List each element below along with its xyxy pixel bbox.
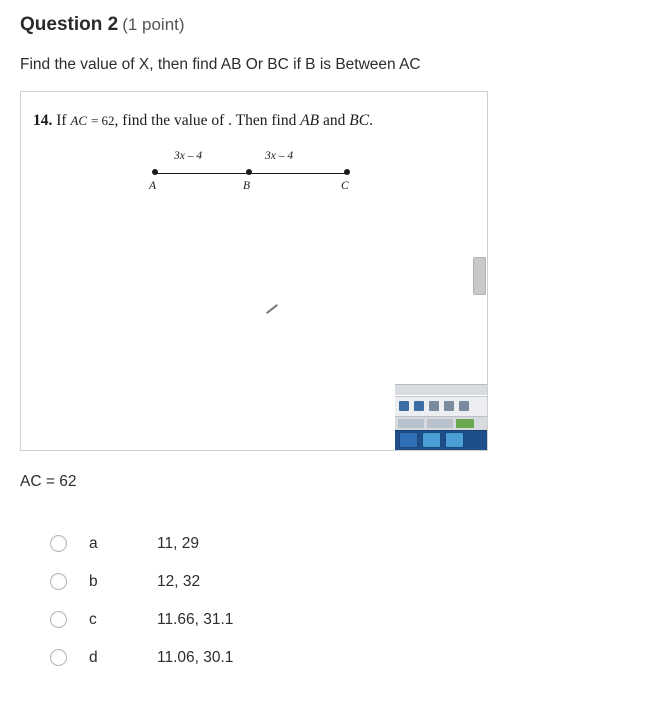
toolbar-strip	[395, 396, 487, 416]
choice-letter-a: a	[89, 534, 98, 552]
choice-b[interactable]	[20, 563, 650, 601]
status-chip	[398, 419, 424, 428]
pencil-mark	[266, 304, 278, 314]
choice-text-c: 11.66, 31.1	[157, 610, 234, 628]
segment-diagram	[141, 150, 361, 202]
segment-point-c-label: C	[341, 179, 349, 192]
given-value: AC = 62	[20, 472, 77, 490]
problem-label-ac: AC	[70, 112, 88, 128]
radio-button-d[interactable]	[50, 649, 67, 666]
segment-point-a-dot	[152, 169, 158, 175]
choice-text-d: 11.06, 30.1	[157, 648, 234, 666]
status-chip-green	[456, 419, 474, 428]
question-prompt: Find the value of X, then find AB Or BC if B is Between AC	[20, 55, 421, 73]
worksheet-problem-text	[33, 112, 373, 130]
monitor-icon	[444, 401, 454, 411]
problem-number: 14.	[33, 111, 53, 129]
segment-bc-expression: 3x – 4	[265, 149, 294, 162]
radio-button-b[interactable]	[50, 573, 67, 590]
question-title: Question 2	[20, 14, 119, 35]
attached-image	[20, 91, 488, 451]
problem-label-ab: AB	[300, 111, 320, 129]
forward-arrow-icon	[414, 401, 424, 411]
status-strip	[395, 416, 487, 430]
segment-ab-expression: 3x – 4	[174, 149, 203, 162]
choice-letter-b: b	[89, 572, 98, 590]
status-chip	[427, 419, 453, 428]
taskbar-artifact	[395, 384, 487, 450]
question-points: (1 point)	[122, 15, 185, 34]
segment-point-b-dot	[246, 169, 252, 175]
misc-icon	[459, 401, 469, 411]
problem-label-bc: BC	[349, 111, 370, 129]
taskbar-button	[445, 432, 464, 448]
taskbar-strip	[395, 384, 487, 395]
problem-text-part1: If	[56, 111, 67, 129]
choice-text-b: 12, 32	[157, 572, 201, 590]
radio-button-a[interactable]	[50, 535, 67, 552]
question-header	[20, 14, 650, 37]
problem-text-period: .	[369, 111, 373, 129]
scrollbar-thumb-artifact	[473, 257, 486, 295]
radio-button-c[interactable]	[50, 611, 67, 628]
choice-c[interactable]	[20, 601, 650, 639]
choice-letter-d: d	[89, 648, 98, 666]
choice-d[interactable]	[20, 639, 650, 677]
problem-equation: = 62	[90, 112, 115, 128]
taskbar-button	[399, 432, 418, 448]
segment-point-b-label: B	[243, 179, 251, 192]
segment-point-a-label: A	[149, 179, 157, 192]
choice-a[interactable]	[20, 525, 650, 563]
start-bar-strip	[395, 430, 487, 450]
segment-point-c-dot	[344, 169, 350, 175]
problem-text-part2: , find the value of . Then find	[114, 111, 297, 129]
answer-choices	[20, 525, 650, 677]
ellipsis-icon	[429, 401, 439, 411]
choice-letter-c: c	[89, 610, 97, 628]
problem-text-and: and	[323, 111, 346, 129]
choice-text-a: 11, 29	[157, 534, 199, 552]
back-arrow-icon	[399, 401, 409, 411]
taskbar-button	[422, 432, 441, 448]
scanned-worksheet	[21, 92, 487, 450]
